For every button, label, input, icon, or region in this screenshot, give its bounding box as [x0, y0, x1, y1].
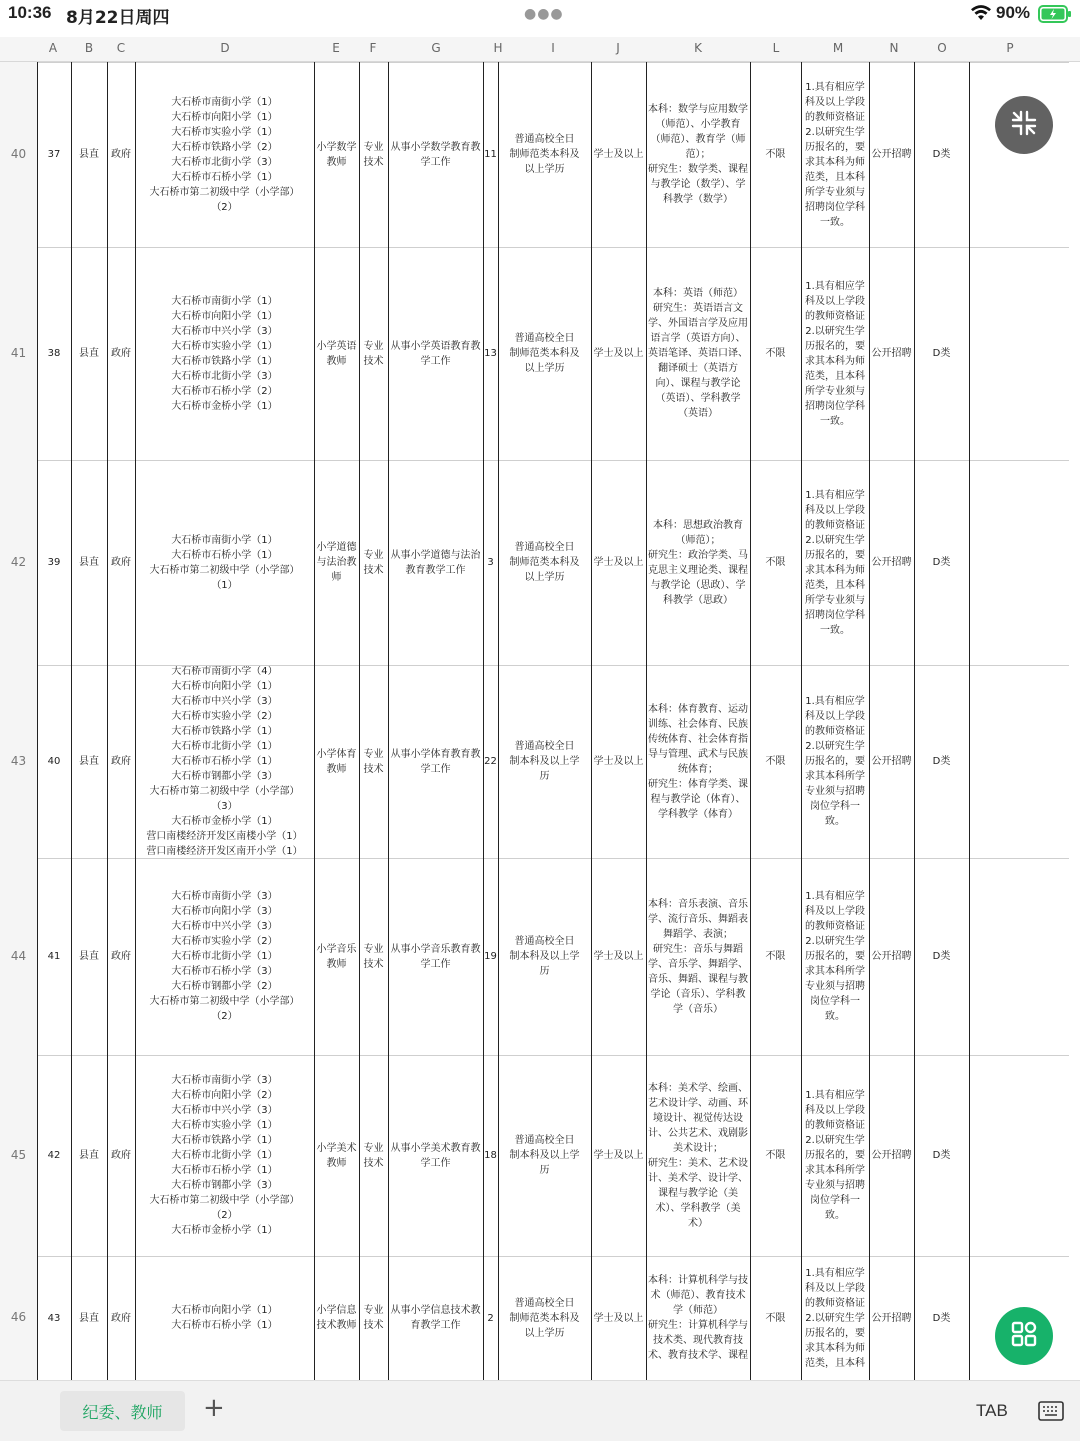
table-cell[interactable]: [37, 247, 71, 460]
column-letter[interactable]: J: [616, 41, 620, 55]
cell-text: D类: [932, 756, 951, 767]
table-cell[interactable]: [591, 858, 646, 1055]
table-cell[interactable]: [646, 858, 750, 1055]
cell-text: 小学数学 教师: [316, 141, 357, 168]
table-cell[interactable]: [646, 1256, 750, 1380]
table-cell[interactable]: [483, 858, 498, 1055]
column-letter[interactable]: E: [332, 41, 340, 55]
cell-text: 政府: [111, 348, 131, 359]
cell-text: 3: [487, 557, 494, 568]
cell-text: 政府: [111, 149, 131, 160]
column-divider: [646, 62, 647, 1380]
table-cell[interactable]: [869, 460, 914, 665]
column-letter[interactable]: O: [937, 41, 947, 55]
column-divider: [750, 62, 751, 1380]
cell-text: 公开招聘: [871, 348, 912, 359]
cell-text: 大石桥市南街小学（1） 大石桥市向阳小学（1） 大石桥市实验小学（1） 大石桥市铁路小学（2） 大石桥市北街小学（3） 大石桥市石桥小学（1） 大石桥市第二初级中学（小学部） （2）: [149, 96, 300, 213]
cell-text: 大石桥市南街小学（3） 大石桥市向阳小学（3） 大石桥市中兴小学（3） 大石桥市实验小学（2） 大石桥市北街小学（1） 大石桥市石桥小学（3） 大石桥市钢都小学（2） 大石桥市第二初级中学（小学部） （2）: [149, 891, 300, 1022]
cell-text: 普通高校全日 制师范类本科及 以上学历: [509, 542, 580, 583]
cell-text: 18: [484, 1150, 497, 1161]
column-divider: [801, 62, 802, 1380]
column-letter[interactable]: P: [1006, 41, 1014, 55]
cell-text: 大石桥市南街小学（1） 大石桥市向阳小学（1） 大石桥市中兴小学（3） 大石桥市实验小学（1） 大石桥市铁路小学（1） 大石桥市北街小学（3） 大石桥市石桥小学（2） 大石桥市金桥小学（1）: [171, 295, 278, 412]
column-letter[interactable]: A: [48, 41, 58, 55]
row-number[interactable]: 41: [10, 345, 27, 360]
cell-text: 普通高校全日 制师范类本科及 以上学历: [509, 134, 580, 175]
column-header-bar: [0, 37, 1080, 62]
table-cell[interactable]: [591, 62, 646, 247]
cell-text: 39: [47, 557, 61, 568]
cell-text: 不限: [765, 348, 786, 359]
apps-grid-icon: [1010, 1320, 1038, 1352]
table-cell[interactable]: [135, 1055, 314, 1256]
column-divider: [498, 62, 499, 1380]
column-letter[interactable]: F: [369, 41, 377, 55]
table-cell[interactable]: [388, 1055, 483, 1256]
cell-text: 县直: [79, 348, 99, 359]
column-divider: [135, 62, 136, 1380]
cell-text: 本科：音乐表演、音乐 学、流行音乐、舞蹈表 舞蹈学、表演； 研究生：音乐与舞蹈 学、音乐学、舞蹈学、 音乐、舞蹈、课程与教 学论（音乐）、学科教 学（音乐）: [648, 898, 748, 1015]
cell-text: 大石桥市南街小学（1） 大石桥市石桥小学（1） 大石桥市第二初级中学（小学部） （1）: [149, 534, 300, 591]
table-cell[interactable]: [359, 1256, 388, 1380]
table-cell[interactable]: [869, 1256, 914, 1380]
table-cell[interactable]: [135, 1256, 314, 1380]
cell-text: 本科：美术学、绘画、 艺术设计学、动画、环 境设计、视觉传达设 计、公共艺术、戏剧影 美术设计； 研究生：美术、艺术设 计、美术学、设计学、 课程与教学论（美 术）、学科教学（美 术）: [648, 1082, 748, 1229]
table-cell[interactable]: [750, 665, 801, 858]
add-sheet-button[interactable]: +: [203, 1393, 225, 1423]
table-cell[interactable]: [107, 858, 135, 1055]
cell-text: 普通高校全日 制本科及以上学 历: [509, 741, 580, 782]
table-cell[interactable]: [969, 858, 1069, 1055]
cell-text: 22: [484, 756, 497, 767]
cell-text: 学士及以上: [593, 1312, 644, 1324]
table-cell[interactable]: [135, 62, 314, 247]
table-cell[interactable]: [314, 460, 359, 665]
table-cell[interactable]: [914, 1055, 969, 1256]
column-letter[interactable]: M: [832, 41, 844, 55]
table-cell[interactable]: [869, 858, 914, 1055]
cell-text: 38: [47, 348, 61, 359]
cell-text: 1.具有相应学 科及以上学段 的教师资格证 2.以研究生学 历报名的，要 求其本科为师 范类，且本科 所学专业须与 招聘岗位学科 一致。: [805, 489, 865, 636]
cell-text: 本科：计算机科学与技 术（师范）、教育技术 学（师范） 研究生：计算机科学与 技术类、现代教育技 术、教育技术学、课程: [648, 1275, 748, 1361]
cell-text: 41: [47, 951, 61, 962]
table-cell[interactable]: [483, 1055, 498, 1256]
table-cell[interactable]: [107, 665, 135, 858]
cell-text: 从事小学美术教育教 学工作: [390, 1142, 481, 1169]
table-cell[interactable]: [388, 460, 483, 665]
cell-text: 从事小学道德与法治 教育教学工作: [390, 549, 481, 576]
spreadsheet-grid[interactable]: [37, 62, 1069, 1380]
column-divider: [869, 62, 870, 1380]
cell-text: 政府: [111, 951, 131, 962]
cell-text: D类: [932, 1312, 951, 1324]
cell-text: 县直: [79, 756, 99, 767]
cell-text: 专业 技术: [363, 1305, 384, 1331]
table-cell[interactable]: [498, 1256, 591, 1380]
cell-text: 本科：数学与应用数学 （师范）、小学教育 （师范）、教育学（师 范）； 研究生：数学类、课程 与教学论（数学）、学 科教学（数学）: [648, 104, 748, 205]
table-cell[interactable]: [869, 665, 914, 858]
table-cell[interactable]: [801, 1256, 869, 1380]
cell-text: 1.具有相应学 科及以上学段 的教师资格证 2.以研究生学 历报名的，要 求其本科所学 专业须与招聘 岗位学科一 致。: [805, 891, 865, 1022]
table-cell[interactable]: [869, 247, 914, 460]
cell-text: 政府: [111, 557, 131, 568]
column-letter[interactable]: I: [551, 41, 555, 55]
table-cell[interactable]: [388, 62, 483, 247]
cell-text: 公开招聘: [871, 149, 912, 160]
table-cell[interactable]: [359, 858, 388, 1055]
column-letter[interactable]: G: [431, 41, 441, 55]
table-cell[interactable]: [646, 1055, 750, 1256]
cell-text: D类: [932, 557, 951, 568]
table-cell[interactable]: [483, 665, 498, 858]
cell-text: 不限: [765, 1312, 786, 1324]
cell-text: 40: [47, 756, 61, 767]
table-cell[interactable]: [969, 1055, 1069, 1256]
table-cell[interactable]: [107, 460, 135, 665]
table-cell[interactable]: [107, 247, 135, 460]
cell-text: 1.具有相应学 科及以上学段 的教师资格证 2.以研究生学 历报名的，要 求其本科为师 范类，且本科 所学专业须与 招聘岗位学科 一致。: [805, 280, 865, 427]
table-cell[interactable]: [591, 1055, 646, 1256]
row-number[interactable]: 42: [10, 554, 27, 569]
table-cell[interactable]: [314, 1055, 359, 1256]
cell-text: 从事小学英语教育教 学工作: [390, 340, 481, 367]
cell-text: 学士及以上: [593, 756, 644, 767]
column-letter[interactable]: D: [220, 41, 230, 55]
table-cell[interactable]: [914, 665, 969, 858]
cell-text: 从事小学数学教育教 学工作: [390, 141, 481, 168]
table-cell[interactable]: [801, 62, 869, 247]
cell-text: 11: [484, 149, 497, 160]
cell-text: 1.具有相应学 科及以上学段 的教师资格证 2.以研究生学 历报名的，要 求其本科为师 范类，且本科: [805, 1267, 865, 1369]
table-cell[interactable]: [37, 460, 71, 665]
table-cell[interactable]: [107, 1256, 135, 1380]
battery-icon: [1038, 5, 1072, 27]
cell-text: 本科：体育教育、运动 训练、社会体育、民族 传统体育、社会体育指 导与管理、武术与民族 统体育； 研究生：体育学类、课 程与教学论（体育）、 学科教学（体育）: [648, 703, 748, 820]
cell-text: 县直: [79, 1150, 99, 1161]
table-cell[interactable]: [498, 1055, 591, 1256]
cell-text: 公开招聘: [871, 951, 912, 962]
cell-text: 政府: [111, 1150, 131, 1161]
cell-text: 小学信息 技术教师: [316, 1305, 357, 1331]
sheet-tab-bar: [0, 1380, 1080, 1441]
table-cell[interactable]: [314, 62, 359, 247]
battery-percent: 90%: [996, 3, 1031, 22]
table-cell[interactable]: [483, 460, 498, 665]
cell-text: 公开招聘: [871, 1150, 912, 1161]
table-cell[interactable]: [135, 247, 314, 460]
table-cell[interactable]: [314, 858, 359, 1055]
table-cell[interactable]: [388, 1256, 483, 1380]
column-divider: [914, 62, 915, 1380]
cell-text: 公开招聘: [871, 1312, 912, 1324]
tab-key-button[interactable]: TAB: [976, 1401, 1008, 1420]
cell-text: 专业 技术: [363, 748, 384, 775]
cell-text: 不限: [765, 756, 786, 767]
table-cell[interactable]: [750, 247, 801, 460]
column-divider: [483, 62, 484, 1380]
table-cell[interactable]: [107, 1055, 135, 1256]
table-cell[interactable]: [135, 665, 314, 858]
cell-text: D类: [932, 149, 951, 160]
multitask-dots-icon[interactable]: ●●●: [524, 6, 564, 22]
table-cell[interactable]: [914, 247, 969, 460]
table-cell[interactable]: [498, 665, 591, 858]
table-cell[interactable]: [914, 62, 969, 247]
table-cell[interactable]: [869, 1055, 914, 1256]
table-cell[interactable]: [646, 460, 750, 665]
table-cell[interactable]: [591, 247, 646, 460]
cell-text: 学士及以上: [593, 951, 644, 962]
cell-text: D类: [932, 951, 951, 962]
cell-text: 42: [47, 1150, 61, 1161]
status-time: 10:36: [8, 3, 52, 22]
cell-text: 县直: [79, 1312, 99, 1324]
status-bar: [0, 0, 1080, 30]
cell-text: 公开招聘: [871, 557, 912, 568]
cell-text: 专业 技术: [363, 1142, 384, 1169]
column-divider: [359, 62, 360, 1380]
column-letter[interactable]: C: [116, 41, 126, 55]
cell-text: 普通高校全日 制本科及以上学 历: [509, 1135, 580, 1176]
table-cell[interactable]: [869, 62, 914, 247]
cell-text: 43: [47, 1312, 61, 1324]
table-cell[interactable]: [71, 247, 107, 460]
cell-text: 37: [47, 149, 61, 160]
cell-text: D类: [932, 348, 951, 359]
table-cell[interactable]: [135, 858, 314, 1055]
cell-text: 不限: [765, 557, 786, 568]
cell-text: 普通高校全日 制本科及以上学 历: [509, 936, 580, 977]
table-cell[interactable]: [314, 665, 359, 858]
cell-text: 1.具有相应学 科及以上学段 的教师资格证 2.以研究生学 历报名的，要 求其本科所学 专业须与招聘 岗位学科一 致。: [805, 1090, 865, 1221]
table-cell[interactable]: [71, 858, 107, 1055]
table-cell[interactable]: [914, 1256, 969, 1380]
table-cell[interactable]: [71, 665, 107, 858]
table-cell[interactable]: [969, 247, 1069, 460]
cell-text: 1.具有相应学 科及以上学段 的教师资格证 2.以研究生学 历报名的，要 求其本科为师 范类，且本科 所学专业须与 招聘岗位学科 一致。: [805, 81, 865, 228]
collapse-icon: [1010, 109, 1038, 141]
table-cell[interactable]: [314, 1256, 359, 1380]
table-cell[interactable]: [388, 247, 483, 460]
cell-text: 普通高校全日 制师范类本科及 以上学历: [509, 333, 580, 374]
cell-text: 专业 技术: [363, 549, 384, 576]
table-cell[interactable]: [135, 460, 314, 665]
sheet-tab[interactable]: 纪委、教师: [60, 1391, 185, 1431]
table-cell[interactable]: [750, 1256, 801, 1380]
table-cell[interactable]: [37, 665, 71, 858]
table-cell[interactable]: [646, 62, 750, 247]
column-divider: [107, 62, 108, 1380]
table-cell[interactable]: [801, 858, 869, 1055]
cell-text: 县直: [79, 149, 99, 160]
cell-text: 专业 技术: [363, 141, 384, 168]
cell-text: 从事小学信息技术教 育教学工作: [390, 1305, 481, 1331]
cell-text: D类: [932, 1150, 951, 1161]
table-cell[interactable]: [591, 1256, 646, 1380]
cell-text: 不限: [765, 951, 786, 962]
cell-text: 大石桥市南街小学（4） 大石桥市向阳小学（1） 大石桥市中兴小学（3） 大石桥市实验小学（2） 大石桥市铁路小学（1） 大石桥市北街小学（1） 大石桥市石桥小学（1） 大石桥市钢都小学（3） 大石桥市第二初级中学（小学部） （3） 大石桥市金桥小学（1） 营口南楼经济开发区南楼小学（1） 营口南楼经济开发区南开小学（1）: [146, 666, 303, 857]
row-header-bar: [0, 62, 38, 1380]
cell-text: 小学英语 教师: [316, 340, 357, 367]
table-cell[interactable]: [498, 858, 591, 1055]
cell-text: 小学音乐 教师: [316, 943, 357, 970]
column-letter[interactable]: B: [84, 41, 94, 55]
table-cell[interactable]: [71, 460, 107, 665]
table-cell[interactable]: [37, 858, 71, 1055]
cell-text: 大石桥市向阳小学（1） 大石桥市石桥小学（1）: [171, 1305, 278, 1331]
table-cell[interactable]: [969, 460, 1069, 665]
table-cell[interactable]: [801, 665, 869, 858]
cell-text: 政府: [111, 756, 131, 767]
collapse-button[interactable]: [995, 96, 1053, 154]
row-number[interactable]: 46: [10, 1310, 27, 1324]
table-cell[interactable]: [646, 247, 750, 460]
cell-text: 县直: [79, 951, 99, 962]
cell-text: 学士及以上: [593, 348, 644, 359]
column-divider: [314, 62, 315, 1380]
table-cell[interactable]: [591, 460, 646, 665]
cell-text: 不限: [765, 149, 786, 160]
table-cell[interactable]: [71, 1256, 107, 1380]
cell-text: 19: [484, 951, 497, 962]
table-cell[interactable]: [750, 62, 801, 247]
cell-text: 小学道德 与法治教 师: [316, 542, 357, 583]
row-number[interactable]: 40: [10, 146, 27, 161]
cell-text: 专业 技术: [363, 943, 384, 970]
cell-text: 学士及以上: [593, 149, 644, 160]
column-letter[interactable]: N: [889, 41, 899, 55]
cell-text: 专业 技术: [363, 340, 384, 367]
table-cell[interactable]: [359, 62, 388, 247]
column-divider: [388, 62, 389, 1380]
row-number[interactable]: 44: [10, 948, 27, 963]
cell-text: 普通高校全日 制师范类本科及 以上学历: [509, 1297, 580, 1339]
wifi-icon: [970, 4, 992, 26]
table-cell[interactable]: [750, 1055, 801, 1256]
table-cell[interactable]: [646, 665, 750, 858]
table-cell[interactable]: [801, 460, 869, 665]
table-cell[interactable]: [37, 1055, 71, 1256]
table-cell[interactable]: [388, 665, 483, 858]
cell-text: 大石桥市南街小学（3） 大石桥市向阳小学（2） 大石桥市中兴小学（3） 大石桥市实验小学（1） 大石桥市铁路小学（1） 大石桥市北街小学（1） 大石桥市石桥小学（1） 大石桥市钢都小学（3） 大石桥市第二初级中学（小学部） （2） 大石桥市金桥小学（1）: [149, 1075, 300, 1236]
cell-text: 小学美术 教师: [316, 1142, 357, 1169]
table-cell[interactable]: [483, 247, 498, 460]
cell-text: 本科：思想政治教育 （师范）； 研究生：政治学类、马 克思主义理论类、课程 与教学论（思政）、学 科教学（思政）: [648, 519, 748, 606]
cell-text: 政府: [111, 1312, 131, 1324]
keyboard-icon[interactable]: [1038, 1401, 1064, 1425]
cell-text: 本科：英语（师范） 研究生：英语语言文 学、外国语言学及应用 语言学（英语方向）、 英语笔译、英语口译、 翻译硕士（英语方 向）、课程与教学论 （英语）、学科教学 （英语）: [648, 288, 748, 419]
column-letter[interactable]: K: [694, 41, 702, 55]
table-cell[interactable]: [71, 62, 107, 247]
cell-text: 小学体育 教师: [316, 748, 357, 775]
table-cell[interactable]: [498, 62, 591, 247]
column-divider: [71, 62, 72, 1380]
cell-text: 学士及以上: [593, 557, 644, 568]
row-number[interactable]: 45: [10, 1147, 27, 1162]
row-number[interactable]: 43: [10, 753, 27, 768]
table-cell[interactable]: [750, 460, 801, 665]
column-divider: [969, 62, 970, 1380]
cell-text: 13: [484, 348, 497, 359]
cell-text: 公开招聘: [871, 756, 912, 767]
column-letter[interactable]: L: [772, 41, 780, 55]
cell-text: 县直: [79, 557, 99, 568]
apps-button[interactable]: [995, 1307, 1053, 1365]
column-letter[interactable]: H: [493, 41, 503, 55]
table-cell[interactable]: [359, 665, 388, 858]
table-cell[interactable]: [359, 1055, 388, 1256]
table-cell[interactable]: [483, 1256, 498, 1380]
status-date: 8月22日周四: [66, 8, 170, 28]
table-cell[interactable]: [914, 460, 969, 665]
table-cell[interactable]: [914, 858, 969, 1055]
table-cell[interactable]: [801, 1055, 869, 1256]
table-cell[interactable]: [359, 247, 388, 460]
table-cell[interactable]: [801, 247, 869, 460]
table-cell[interactable]: [37, 1256, 71, 1380]
table-cell[interactable]: [969, 665, 1069, 858]
column-divider: [591, 62, 592, 1380]
cell-text: 从事小学体育教育教 学工作: [390, 748, 481, 775]
cell-text: 不限: [765, 1150, 786, 1161]
table-cell[interactable]: [498, 460, 591, 665]
table-cell[interactable]: [483, 62, 498, 247]
cell-text: 2: [487, 1312, 494, 1324]
table-cell[interactable]: [591, 665, 646, 858]
table-cell[interactable]: [388, 858, 483, 1055]
table-cell[interactable]: [71, 1055, 107, 1256]
table-cell[interactable]: [750, 858, 801, 1055]
column-divider: [37, 62, 38, 1380]
cell-text: 从事小学音乐教育教 学工作: [390, 943, 481, 970]
table-cell[interactable]: [969, 62, 1069, 247]
table-cell[interactable]: [314, 247, 359, 460]
cell-text: 学士及以上: [593, 1150, 644, 1161]
table-cell[interactable]: [107, 62, 135, 247]
cell-text: 1.具有相应学 科及以上学段 的教师资格证 2.以研究生学 历报名的，要 求其本科所学 专业须与招聘 岗位学科一 致。: [805, 696, 865, 827]
table-cell[interactable]: [359, 460, 388, 665]
table-cell[interactable]: [498, 247, 591, 460]
table-cell[interactable]: [37, 62, 71, 247]
